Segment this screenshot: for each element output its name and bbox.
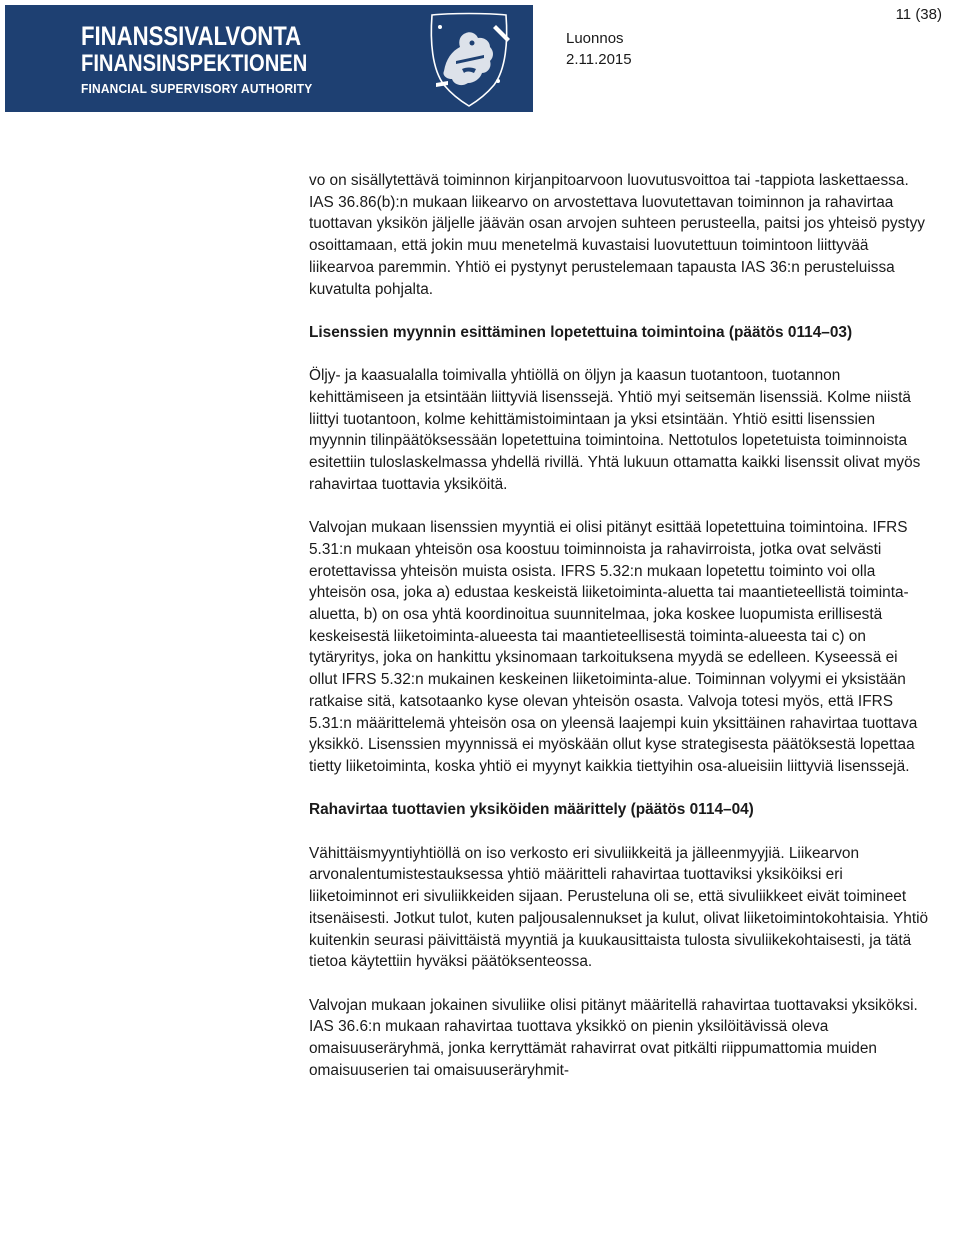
logo-line-finnish: FINANSSIVALVONTA [81, 21, 302, 51]
section-heading: Rahavirtaa tuottavien yksiköiden määrittely (päätös 0114–04) [309, 801, 754, 819]
lion-seal-icon [410, 11, 528, 109]
logo-line-english: FINANCIAL SUPERVISORY AUTHORITY [81, 81, 313, 96]
logo-wordmark [81, 23, 350, 95]
paragraph: Valvojan mukaan lisenssien myyntiä ei olisi pitänyt esittää lopetettuina toimintoina. IFRS 5.31:n mukaan yhteisön osa koostuu toiminnoista ja rahavirroista, jotka ovat selvästi erotettavissa yhteisön muista osista. IFRS 5.32:n mukaan lopetettu toiminto voi olla yhteisön osa, joka a) edustaa keskeistä liiketoiminta-aluetta tai maantieteellistä toiminta-aluetta, b) on osa yhtä koordinoitua suunnitelmaa, joka koskee luopumista erillisestä keskeisestä liiketoiminta-alueesta tai maantieteellisestä toiminta-alueesta tai c) on tytäryritys, joka on hankittu yksinomaan tarkoituksena myydä se edelleen. Kyseessä ei ollut IFRS 5.32:n mukainen keskeinen liiketoiminta-alue. Toiminnan volyymi ei yksistään ratkaise sitä, katsotaanko kyse olevan yhteisön osasta. Valvoja totesi myös, että IFRS 5.31:n määrittelemä yhteisön osa on yleensä laajempi kuin yksittäinen rahavirtaa tuottava yksikkö. Lisenssien myynnissä ei myöskään ollut kyse strategisesta päätöksestä lopettaa tietty liiketoiminta, koska yhtiö ei myynyt kaikkia tiettyihin osa-alueisiin liittyviä lisenssejä. [309, 519, 918, 775]
paragraph: Öljy- ja kaasualalla toimivalla yhtiöllä on öljyn ja kaasun tuotantoon, tuotannon kehittämiseen ja etsintään liittyviä lisenssejä. Yhtiö myi seitsemän lisenssiä. Kolme niistä liittyi tuotantoon, kolme kehittämistoimintaan ja yksi etsintään. Yhtiö esitti lisenssien myynnin tilinpäätöksessään lopetettuina toimintoina. Nettotulos lopetetuista toiminnoista esitettiin tuloslaskelmassa yhdellä rivillä. Yhtä lukuun ottamatta kaikki lisenssit olivat myös rahavirtaa tuottavia yksiköitä. [309, 367, 921, 493]
page-number: 11 (38) [895, 6, 942, 23]
document-body [309, 170, 929, 1081]
section-heading: Lisenssien myynnin esittäminen lopetettuina toimintoina (päätös 0114–03) [309, 323, 853, 341]
document-date: 2.11.2015 [566, 51, 632, 68]
document-status: Luonnos [566, 30, 624, 47]
paragraph: Vähittäismyyntiyhtiöllä on iso verkosto eri sivuliikkeitä ja jälleenmyyjiä. Liikearvon arvonalentumistestauksessa yhtiö määritteli rahavirtaa tuottaviksi yksiköiksi eri liiketoiminnot eri sivuliikkeiden sijaan. Perusteluna oli se, että sivuliikkeet eivät toimineet itsenäisesti. Jotkut tulot, kuten paljousalennukset ja kulut, olivat liiketoimintokohtaisia. Yhtiö kuitenkin seurasi päivittäistä myyntiä ja kuukausittaista tulosta sivuliikekohtaisesti, ja tätä tietoa käytettiin hyväksi päätöksenteossa. [309, 844, 929, 971]
document-meta [566, 28, 632, 70]
paragraph: vo on sisällytettävä toiminnon kirjanpitoarvoon luovutusvoittoa tai -tappiota laskettaessa. IAS 36.86(b):n mukaan liikearvo on arvostettava luovutettavan toiminnon ja rahavirtaa tuottavan yksikön jäljelle jäävän osan arvojen suhteen perusteella, paitsi jos yhteisö pystyy osoittamaan, että jokin muu menetelmä kuvastaisi luovutettuun toimintoon liittyvää liikearvoa paremmin. Yhtiö ei pystynyt perustelemaan tapausta IAS 36:n perusteluissa kuvatulta pohjalta. [309, 172, 925, 298]
paragraph: Valvojan mukaan jokainen sivuliike olisi pitänyt määritellä rahavirtaa tuottavaksi yksiköksi. IAS 36.6:n mukaan rahavirtaa tuottava yksikkö on pienin yksilöitävissä oleva omaisuuseräryhmä, jonka kerryttämät rahavirrat ovat pitkälti riippumattomia muiden omaisuuserien tai omaisuuseräryhmit- [309, 996, 918, 1079]
authority-logo [5, 5, 533, 112]
logo-line-swedish: FINANSINSPEKTIONEN [81, 50, 308, 77]
